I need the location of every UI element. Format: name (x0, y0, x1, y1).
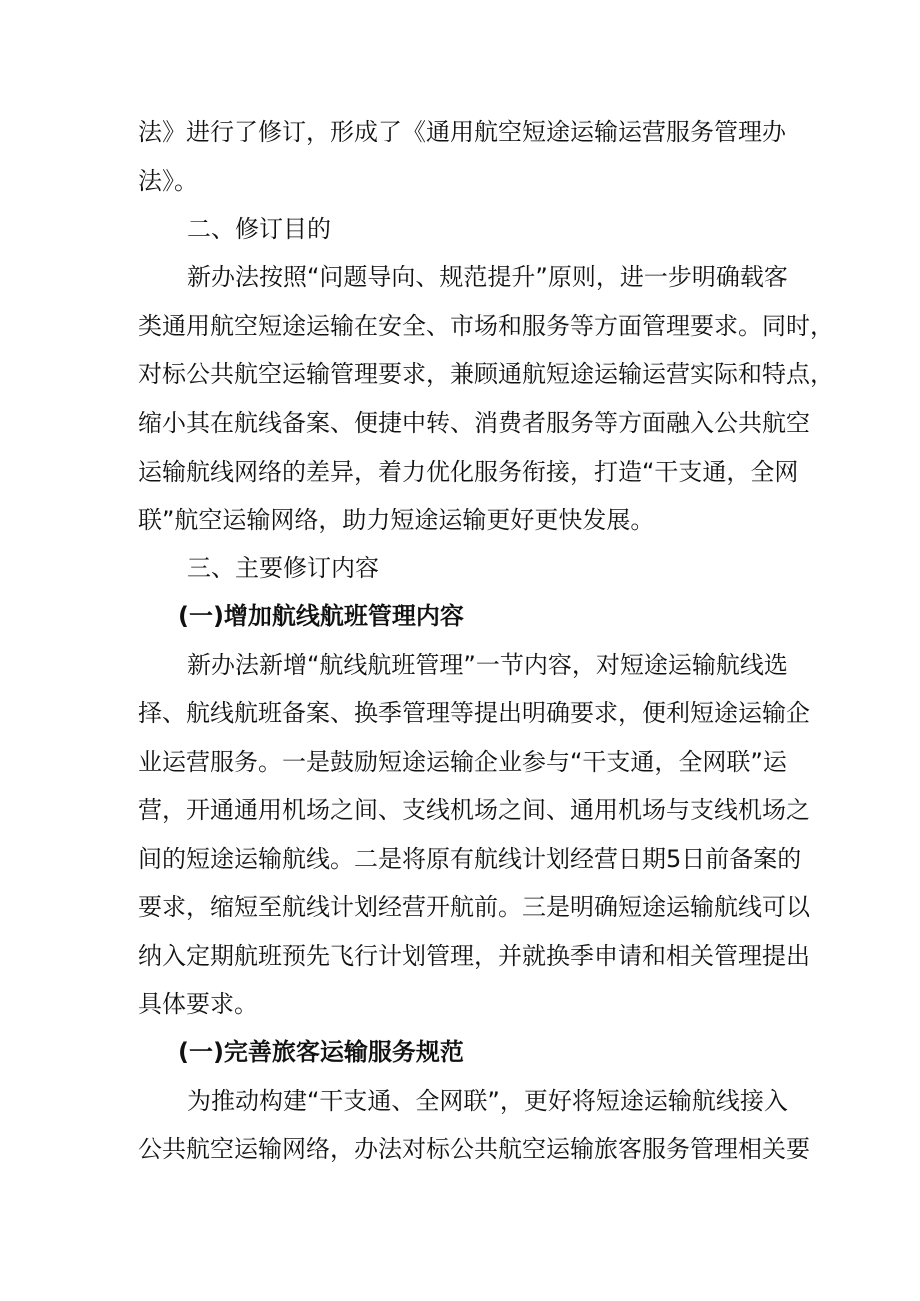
body-line: 间的短途运输航线。二是将原有航线计划经营日期5日前备案的 (138, 845, 802, 873)
body-line: 营，开通通用机场之间、支线机场之间、通用机场与支线机场之 (138, 796, 810, 824)
body-line: 为推动构建“干支通、全网联”，更好将短途运输航线接入 (187, 1087, 788, 1115)
body-line: 具体要求。 (138, 990, 258, 1018)
body-line: 对标公共航空运输管理要求，兼顾通航短途运输运营实际和特点， (138, 360, 834, 388)
body-line: 新办法按照“问题导向、规范提升”原则，进一步明确载客 (187, 263, 788, 291)
body-line: 纳入定期航班预先飞行计划管理，并就换季申请和相关管理提出 (138, 942, 810, 970)
body-line: 公共航空运输网络，办法对标公共航空运输旅客服务管理相关要 (138, 1135, 810, 1163)
subsection-heading: (一)完善旅客运输服务规范 (178, 1038, 464, 1066)
body-line: 择、航线航班备案、换季管理等提出明确要求，便利短途运输企 (138, 699, 810, 727)
body-line: 法》。 (138, 167, 198, 195)
subsection-heading: (一)增加航线航班管理内容 (178, 602, 464, 630)
body-line: 业运营服务。一是鼓励短途运输企业参与“干支通，全网联”运 (138, 748, 787, 776)
body-line: 类通用航空短途运输在安全、市场和服务等方面管理要求。同时， (138, 312, 834, 340)
section-heading-3: 三、主要修订内容 (187, 554, 379, 582)
body-line: 运输航线网络的差异，着力优化服务衔接，打造“干支通，全网 (138, 458, 799, 486)
body-line: 法》进行了修订，形成了《通用航空短途运输运营服务管理办 (138, 118, 786, 146)
body-line: 联”航空运输网络，助力短途运输更好更快发展。 (138, 506, 655, 534)
section-heading-2: 二、修订目的 (187, 215, 331, 243)
body-line: 要求，缩短至航线计划经营开航前。三是明确短途运输航线可以 (138, 893, 810, 921)
body-line: 新办法新增“航线航班管理”一节内容，对短途运输航线选 (187, 651, 788, 679)
body-line: 缩小其在航线备案、便捷中转、消费者服务等方面融入公共航空 (138, 409, 810, 437)
